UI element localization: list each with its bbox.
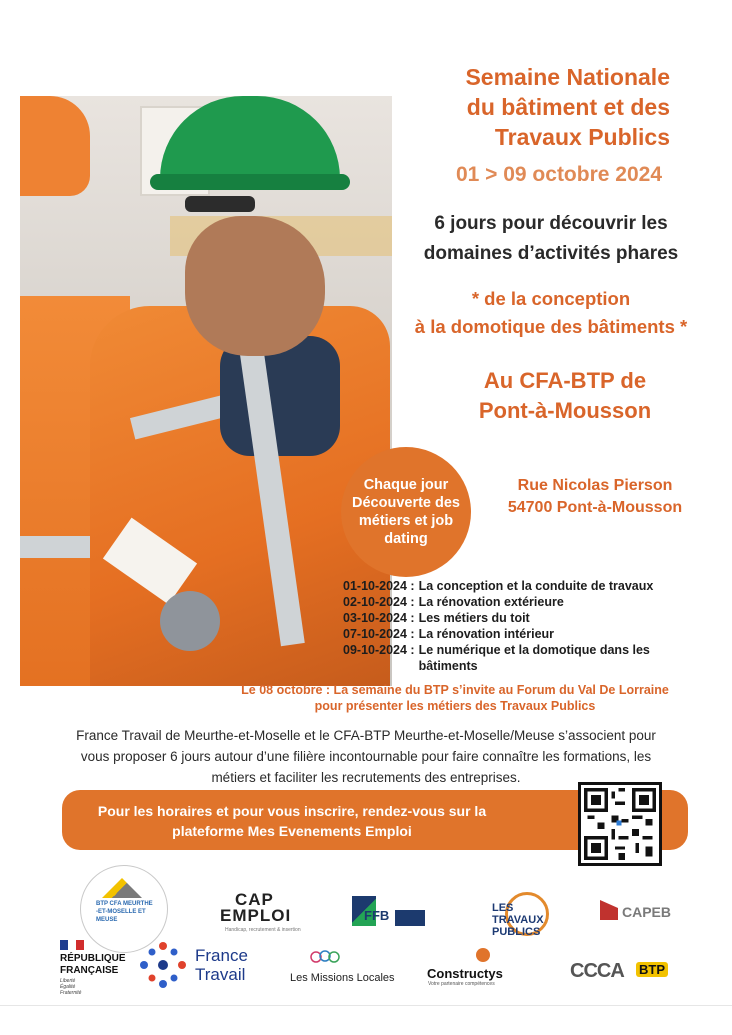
travaux-publics-logo: LES TRAVAUX PUBLICS: [492, 902, 544, 938]
ft-line: France: [195, 946, 248, 965]
capeb-logo: CAPEB: [622, 904, 672, 920]
badge-line: Chaque jour: [363, 477, 449, 493]
hero-photo: [20, 96, 392, 686]
ft-line: Travail: [195, 965, 246, 984]
subtitle-line: 6 jours pour découvrir les: [434, 213, 668, 234]
france-travail-dots-icon: [138, 940, 188, 990]
republique-francaise-logo: [60, 953, 126, 977]
event-location: [440, 366, 690, 426]
schedule-item: [343, 594, 703, 610]
rf-motto-line: Égalité: [60, 984, 76, 990]
constructys-logo: Constructys: [427, 966, 503, 981]
schedule-date: 02-10-2024 :: [343, 595, 415, 609]
schedule-date: 09-10-2024 :: [343, 643, 415, 657]
btp-cfa-logo-text: BTP CFA MEURTHE -ET-MOSELLE ET MEUSE: [96, 901, 153, 923]
title-line: Travaux Publics: [494, 124, 670, 150]
partnership-description: [20, 725, 712, 788]
forum-notice: [190, 682, 720, 714]
photo-safety-glasses: [185, 196, 255, 212]
event-title: [390, 62, 670, 152]
address-street: Rue Nicolas Pierson: [517, 477, 673, 494]
schedule-list: [343, 578, 703, 674]
qr-code-icon: [584, 788, 656, 860]
partner-logos: [0, 860, 732, 1020]
event-dates: 01 > 09 octobre 2024: [455, 163, 662, 186]
forum-line: pour présenter les métiers des Travaux Publics: [314, 699, 596, 713]
photo-helmet-brim: [150, 174, 350, 190]
footer-divider: [0, 1005, 732, 1006]
photo-glove: [160, 591, 220, 651]
missions-locales-people-icon: [308, 950, 342, 970]
constructys-logo-icon: [476, 948, 490, 962]
cta-line: plateforme Mes Evenements Emploi: [172, 823, 412, 839]
photo-left-helmet: [20, 96, 90, 196]
capeb-logo-icon: [600, 900, 618, 920]
schedule-topic: La conception et la conduite de travaux: [418, 579, 654, 593]
ccca-btp-logo-tag: BTP: [636, 962, 668, 977]
location-line: Au CFA-BTP de: [483, 368, 647, 393]
description-line: France Travail de Meurthe-et-Moselle et le CFA-BTP Meurthe-et-Moselle/Meuse s’associent pour: [76, 728, 656, 743]
description-line: métiers et faciliter les recrutements des entreprises.: [211, 770, 521, 785]
missions-locales-logo: Les Missions Locales: [290, 972, 395, 984]
schedule-date: 01-10-2024 :: [343, 579, 415, 593]
schedule-item: [343, 578, 703, 594]
rf-motto-line: Fraternité: [60, 990, 82, 996]
title-line: Semaine Nationale: [465, 64, 670, 90]
ffb-logo: FFB: [364, 908, 390, 923]
schedule-topic: La rénovation intérieur: [418, 627, 555, 641]
cta-line: Pour les horaires et pour vous inscrire, rendez-vous sur la: [97, 803, 487, 819]
highlight-line: à la domotique des bâtiments *: [414, 316, 688, 337]
forum-line: Le 08 octobre : La semaine du BTP s’invite au Forum du Val De Lorraine: [241, 683, 669, 697]
daily-badge-text: [351, 476, 461, 548]
badge-line: dating: [384, 531, 428, 547]
schedule-item: [343, 626, 703, 642]
registration-text: [62, 801, 522, 841]
highlight-line: * de la conception: [471, 288, 631, 309]
registration-qr-code[interactable]: [578, 782, 662, 866]
cap-emploi-logo-sub: Handicap, recrutement & insertion: [225, 927, 301, 933]
cap-emploi-logo-top: CAP: [235, 890, 274, 909]
schedule-topic: La rénovation extérieure: [418, 595, 564, 609]
address-city: 54700 Pont-à-Mousson: [507, 499, 683, 516]
republique-francaise-motto: [60, 978, 81, 996]
title-line: du bâtiment et des: [466, 94, 670, 120]
schedule-item: [343, 642, 703, 674]
ffb-logo-box: [395, 910, 425, 926]
photo-worker-face: [185, 216, 325, 356]
rf-motto-line: Liberté: [60, 978, 76, 984]
badge-line: métiers et job: [358, 513, 454, 529]
rf-line: FRANÇAISE: [60, 965, 119, 976]
constructys-logo-sub: Votre partenaire compétences: [428, 981, 495, 987]
rf-line: RÉPUBLIQUE: [60, 953, 126, 964]
subtitle-line: domaines d’activités phares: [423, 243, 679, 264]
ccca-btp-logo: CCCA: [570, 960, 624, 982]
event-subtitle: [392, 209, 710, 269]
france-travail-logo: [195, 946, 248, 984]
event-address: [480, 475, 710, 519]
description-line: vous proposer 6 jours autour d’une filière incontournable pour faire connaître les formations, les: [80, 749, 652, 764]
event-highlight: [392, 285, 710, 341]
daily-badge: [341, 447, 471, 577]
french-flag-icon: [60, 940, 84, 950]
schedule-topic: Les métiers du toit: [418, 611, 530, 625]
schedule-date: 07-10-2024 :: [343, 627, 415, 641]
schedule-topic: Le numérique et la domotique dans les bâtiments: [418, 643, 650, 673]
badge-line: Découverte des: [352, 495, 460, 511]
schedule-date: 03-10-2024 :: [343, 611, 415, 625]
location-line: Pont-à-Mousson: [478, 398, 652, 423]
cap-emploi-logo-bottom: EMPLOI: [220, 906, 292, 925]
schedule-item: [343, 610, 703, 626]
